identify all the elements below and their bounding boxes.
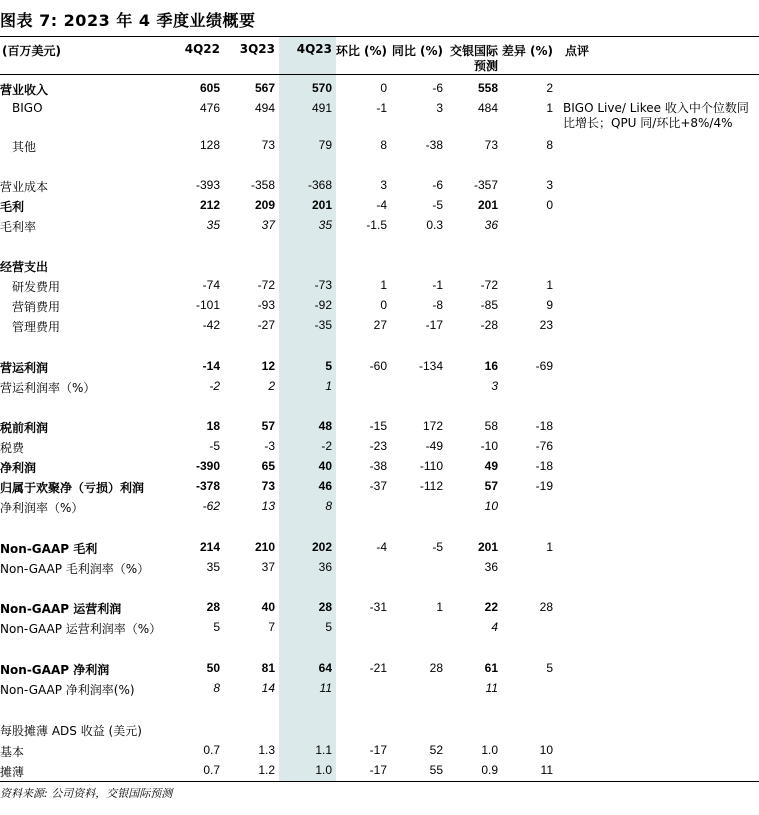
row-label: 管理费用 <box>12 320 61 334</box>
header-forecast-line1: 交银国际 <box>449 44 498 58</box>
cell-yoy: -134 <box>418 359 443 373</box>
table-row <box>0 175 759 195</box>
table-header-rule <box>0 74 759 75</box>
table-row <box>0 557 759 577</box>
cell-forecast: -28 <box>480 318 498 332</box>
cell-qoq: 0 <box>380 298 387 312</box>
cell-qoq: -4 <box>376 198 387 212</box>
cell-3q23: 57 <box>261 419 275 433</box>
cell-3q23: 13 <box>261 499 275 513</box>
row-label: 营运利润 <box>0 361 49 375</box>
header-comment: 点评 <box>565 44 590 58</box>
cell-forecast: 0.9 <box>481 763 498 777</box>
cell-4q23: 5 <box>325 359 332 373</box>
cell-forecast: 4 <box>491 620 498 634</box>
cell-3q23: 2 <box>268 379 275 393</box>
cell-diff: 2 <box>546 81 553 95</box>
table-row <box>0 195 759 215</box>
cell-4q22: 5 <box>213 620 220 634</box>
cell-yoy: -17 <box>425 318 443 332</box>
cell-qoq: -1 <box>376 101 387 115</box>
cell-yoy: 55 <box>429 763 443 777</box>
cell-comment: BIGO Live/ Likee 收入中个位数同比增长；QPU 同/环比+8%/4% <box>563 101 749 130</box>
cell-forecast: 11 <box>485 681 498 695</box>
cell-yoy: -8 <box>432 298 443 312</box>
table-row <box>0 295 759 315</box>
cell-4q22: 18 <box>206 419 220 433</box>
cell-qoq: -38 <box>369 459 387 473</box>
row-label: BIGO <box>12 101 43 115</box>
cell-forecast: 22 <box>484 600 498 614</box>
cell-3q23: 37 <box>261 560 275 574</box>
cell-3q23: -93 <box>257 298 275 312</box>
cell-4q22: 0.7 <box>203 743 220 757</box>
cell-4q23: 202 <box>311 540 332 554</box>
cell-qoq: -37 <box>369 479 387 493</box>
header-3q23: 3Q23 <box>239 42 275 56</box>
cell-forecast: 49 <box>484 459 498 473</box>
row-label: 税费 <box>0 441 25 455</box>
row-label: 税前利润 <box>0 421 49 435</box>
cell-forecast: 58 <box>484 419 498 433</box>
cell-qoq: 1 <box>380 278 387 292</box>
cell-3q23: 1.2 <box>258 763 275 777</box>
table-row <box>0 476 759 496</box>
table-top-rule <box>0 36 759 37</box>
table-row <box>0 617 759 637</box>
cell-forecast: 484 <box>477 101 498 115</box>
cell-3q23: 81 <box>261 661 275 675</box>
cell-diff: 8 <box>546 138 553 152</box>
cell-3q23: -3 <box>264 439 275 453</box>
cell-4q23: 40 <box>318 459 332 473</box>
cell-qoq: -15 <box>369 419 387 433</box>
table-row <box>0 537 759 557</box>
row-label: 毛利 <box>0 200 25 214</box>
cell-forecast: 1.0 <box>481 743 498 757</box>
cell-forecast: -357 <box>473 178 498 192</box>
cell-diff: -18 <box>535 459 553 473</box>
table-row <box>0 315 759 335</box>
cell-4q22: -62 <box>202 499 220 513</box>
row-label: 营销费用 <box>12 300 61 314</box>
cell-4q23: 79 <box>318 138 332 152</box>
cell-forecast: -85 <box>480 298 498 312</box>
cell-4q22: 212 <box>199 198 220 212</box>
cell-qoq: -17 <box>369 743 387 757</box>
cell-4q22: 8 <box>213 681 220 695</box>
header-diff: 差异 (%) <box>501 44 553 58</box>
cell-yoy: -5 <box>432 198 443 212</box>
cell-yoy: -5 <box>432 540 443 554</box>
table-row <box>0 760 759 780</box>
row-label: 净利润 <box>0 461 37 475</box>
cell-forecast: 57 <box>484 479 498 493</box>
cell-qoq: 8 <box>380 138 387 152</box>
cell-forecast: 10 <box>484 499 498 513</box>
cell-4q22: -5 <box>209 439 220 453</box>
row-label: 研发费用 <box>12 280 61 294</box>
cell-4q23: 36 <box>318 560 332 574</box>
cell-forecast: 36 <box>484 218 498 232</box>
cell-forecast: 16 <box>484 359 498 373</box>
table-row <box>0 78 759 98</box>
cell-4q23: -35 <box>314 318 332 332</box>
header-4q23: 4Q23 <box>296 42 332 56</box>
cell-forecast: 61 <box>484 661 498 675</box>
cell-4q22: -42 <box>202 318 220 332</box>
cell-4q22: 214 <box>199 540 220 554</box>
table-row <box>0 436 759 456</box>
cell-4q22: -378 <box>195 479 220 493</box>
row-label: Non-GAAP 净利润 <box>0 663 110 677</box>
cell-4q23: 201 <box>311 198 332 212</box>
table-row <box>0 356 759 376</box>
cell-4q22: 35 <box>206 218 220 232</box>
cell-qoq: -60 <box>369 359 387 373</box>
cell-yoy: 1 <box>436 600 443 614</box>
cell-yoy: -110 <box>419 459 443 473</box>
cell-yoy: 172 <box>422 419 443 433</box>
table-row <box>0 597 759 617</box>
cell-diff: 5 <box>546 661 553 675</box>
cell-diff: -76 <box>535 439 553 453</box>
cell-yoy: -6 <box>432 178 443 192</box>
cell-3q23: 1.3 <box>258 743 275 757</box>
cell-4q22: -393 <box>195 178 220 192</box>
cell-3q23: 567 <box>254 81 275 95</box>
table-row <box>0 740 759 760</box>
cell-3q23: -72 <box>257 278 275 292</box>
cell-qoq: 27 <box>373 318 387 332</box>
cell-forecast: 201 <box>477 540 498 554</box>
table-row <box>0 496 759 516</box>
row-label: 营业收入 <box>0 83 49 97</box>
cell-forecast: 3 <box>491 379 498 393</box>
row-label: 经营支出 <box>0 260 49 274</box>
row-label: Non-GAAP 毛利润率（%） <box>0 562 150 576</box>
cell-diff: -18 <box>535 419 553 433</box>
table-row <box>0 255 759 275</box>
cell-3q23: 14 <box>261 681 275 695</box>
cell-3q23: 40 <box>261 600 275 614</box>
cell-4q22: -74 <box>202 278 220 292</box>
cell-4q23: 8 <box>325 499 332 513</box>
header-yoy: 同比 (%) <box>391 44 443 58</box>
cell-yoy: -6 <box>432 81 443 95</box>
cell-qoq: -21 <box>369 661 387 675</box>
cell-4q22: 605 <box>199 81 220 95</box>
cell-yoy: 3 <box>436 101 443 115</box>
row-label: 基本 <box>0 745 25 759</box>
header-forecast-line2: 预测 <box>473 59 498 73</box>
cell-diff: -19 <box>535 479 553 493</box>
cell-4q22: 0.7 <box>203 763 220 777</box>
cell-4q22: -14 <box>202 359 220 373</box>
cell-yoy: -49 <box>425 439 443 453</box>
table-row <box>0 215 759 235</box>
cell-diff: 1 <box>546 540 553 554</box>
cell-4q23: -73 <box>314 278 332 292</box>
cell-4q22: 476 <box>199 101 220 115</box>
cell-forecast: 558 <box>477 81 498 95</box>
row-label: Non-GAAP 运营利润 <box>0 602 122 616</box>
cell-forecast: -10 <box>480 439 498 453</box>
row-label: 净利润率（%） <box>0 501 84 515</box>
cell-4q23: 1 <box>325 379 332 393</box>
table-row <box>0 376 759 396</box>
table-row <box>0 275 759 295</box>
cell-diff: 28 <box>539 600 553 614</box>
cell-diff: 0 <box>546 198 553 212</box>
cell-yoy: -38 <box>425 138 443 152</box>
cell-qoq: -23 <box>369 439 387 453</box>
cell-yoy: -1 <box>432 278 443 292</box>
cell-3q23: 12 <box>261 359 275 373</box>
cell-diff: 3 <box>546 178 553 192</box>
cell-qoq: -1.5 <box>366 218 387 232</box>
header-qoq: 环比 (%) <box>335 44 387 58</box>
row-label: 其他 <box>12 140 37 154</box>
row-label: 毛利率 <box>0 220 37 234</box>
cell-4q22: -390 <box>195 459 220 473</box>
cell-yoy: 52 <box>429 743 443 757</box>
row-label: 摊薄 <box>0 765 25 779</box>
cell-qoq: -17 <box>369 763 387 777</box>
cell-yoy: -112 <box>419 479 443 493</box>
cell-diff: -69 <box>535 359 553 373</box>
cell-3q23: 7 <box>268 620 275 634</box>
header-unit: (百万美元) <box>2 44 61 58</box>
row-label: 归属于欢聚净（亏损）利润 <box>0 481 145 495</box>
cell-4q22: 35 <box>206 560 220 574</box>
table-row <box>0 658 759 678</box>
cell-3q23: 73 <box>261 479 275 493</box>
cell-3q23: 209 <box>254 198 275 212</box>
table-row <box>0 416 759 436</box>
cell-4q23: -368 <box>307 178 332 192</box>
row-label: Non-GAAP 毛利 <box>0 542 98 556</box>
row-label: Non-GAAP 运营利润率（%） <box>0 622 162 636</box>
cell-forecast: -72 <box>480 278 498 292</box>
cell-4q23: 570 <box>311 81 332 95</box>
cell-3q23: -358 <box>250 178 275 192</box>
cell-4q23: -2 <box>321 439 332 453</box>
cell-diff: 11 <box>540 763 553 777</box>
cell-3q23: -27 <box>257 318 275 332</box>
cell-3q23: 210 <box>254 540 275 554</box>
cell-3q23: 37 <box>261 218 275 232</box>
row-label: Non-GAAP 净利润率(%) <box>0 683 135 697</box>
cell-diff: 10 <box>539 743 553 757</box>
cell-4q23: 491 <box>311 101 332 115</box>
table-row <box>0 98 759 130</box>
table-bottom-rule <box>0 781 759 782</box>
cell-4q22: 128 <box>199 138 220 152</box>
source-note: 资料来源: 公司资料，交银国际预测 <box>0 787 173 800</box>
cell-diff: 9 <box>546 298 553 312</box>
cell-3q23: 65 <box>261 459 275 473</box>
cell-3q23: 73 <box>261 138 275 152</box>
cell-diff: 1 <box>546 278 553 292</box>
cell-4q23: 1.1 <box>315 743 332 757</box>
cell-4q23: 48 <box>318 419 332 433</box>
row-label: 每股摊薄 ADS 收益 (美元) <box>0 724 142 738</box>
cell-4q23: 1.0 <box>315 763 332 777</box>
cell-4q23: 28 <box>318 600 332 614</box>
cell-4q23: 35 <box>318 218 332 232</box>
cell-forecast: 73 <box>484 138 498 152</box>
table-row <box>0 719 759 739</box>
cell-forecast: 36 <box>484 560 498 574</box>
cell-yoy: 28 <box>429 661 443 675</box>
cell-yoy: 0.3 <box>426 218 443 232</box>
header-4q22: 4Q22 <box>184 42 220 56</box>
cell-3q23: 494 <box>254 101 275 115</box>
cell-4q23: 11 <box>319 681 332 695</box>
table-row <box>0 135 759 155</box>
cell-qoq: 3 <box>380 178 387 192</box>
cell-forecast: 201 <box>477 198 498 212</box>
cell-4q23: -92 <box>314 298 332 312</box>
row-label: 营业成本 <box>0 180 49 194</box>
table-row <box>0 678 759 698</box>
cell-4q22: 50 <box>206 661 220 675</box>
cell-qoq: -4 <box>376 540 387 554</box>
cell-4q23: 64 <box>318 661 332 675</box>
cell-4q23: 46 <box>318 479 332 493</box>
row-label: 营运利润率（%） <box>0 381 96 395</box>
cell-4q22: -101 <box>195 298 220 312</box>
table-row <box>0 456 759 476</box>
cell-4q22: 28 <box>206 600 220 614</box>
cell-qoq: -31 <box>369 600 387 614</box>
cell-qoq: 0 <box>380 81 387 95</box>
cell-4q22: -2 <box>209 379 220 393</box>
cell-diff: 1 <box>546 101 553 115</box>
cell-4q23: 5 <box>325 620 332 634</box>
figure-title: 图表 7: 2023 年 4 季度业绩概要 <box>0 11 256 30</box>
cell-diff: 23 <box>539 318 553 332</box>
